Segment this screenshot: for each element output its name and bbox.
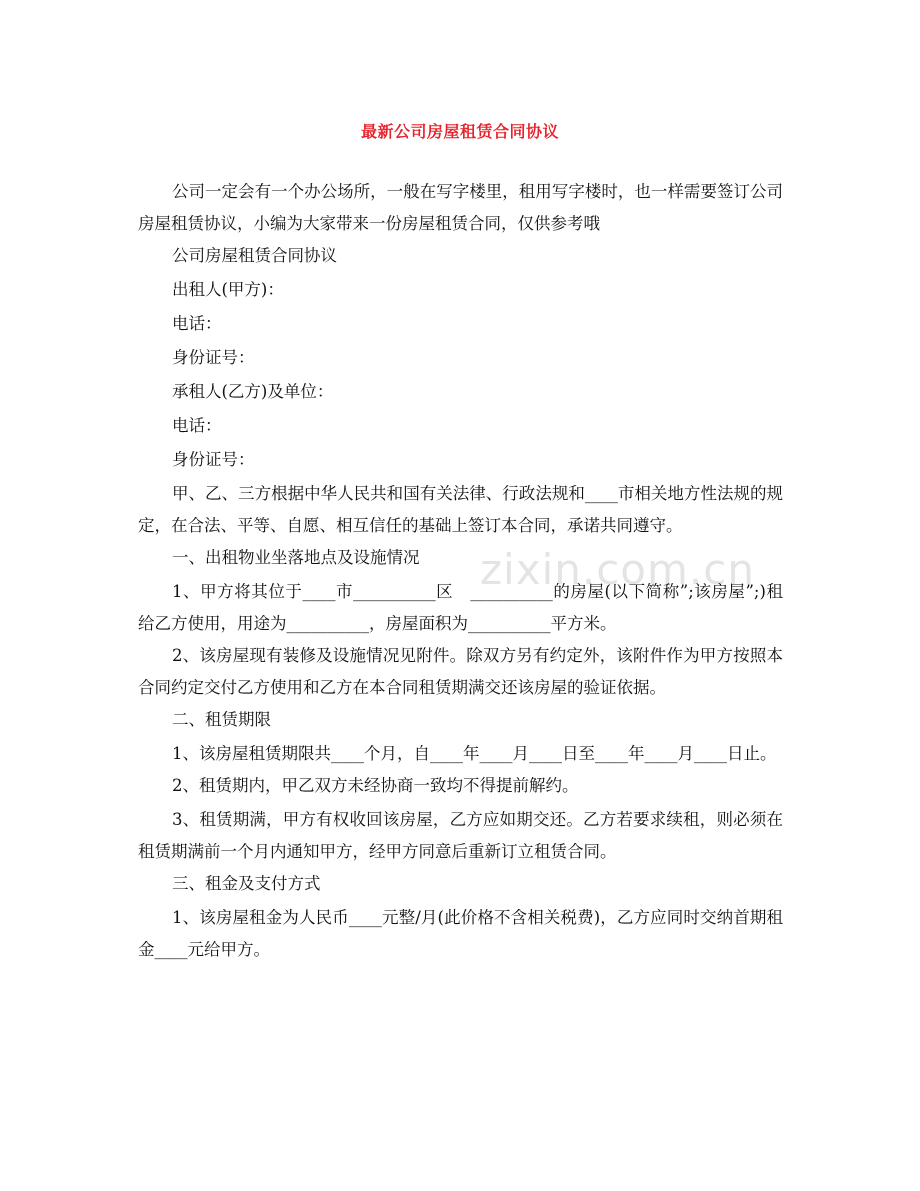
section-2-clause-3: 3、租赁期满，甲方有权收回该房屋，乙方应如期交还。乙方若要求续租，则必须在租赁期满前一个月内通知甲方，经甲方同意后重新订立租赁合同。	[138, 810, 783, 861]
document-body	[138, 176, 783, 966]
section-2-heading: 二、租赁期限	[172, 710, 271, 729]
contract-heading: 公司房屋租赁合同协议	[172, 246, 337, 265]
lessee-id-line: 身份证号：	[172, 450, 255, 469]
lessor-line: 出租人(甲方)：	[172, 280, 284, 299]
section-3-heading: 三、租金及支付方式	[172, 874, 321, 893]
lessee-phone-line: 电话：	[172, 416, 222, 435]
lessee-line: 承租人(乙方)及单位：	[172, 382, 334, 401]
lessor-phone-line: 电话：	[172, 314, 222, 333]
section-3-clause-1: 1、该房屋租金为人民币____元整/月(此价格不含相关税费)，乙方应同时交纳首期租金____元给甲方。	[138, 908, 783, 959]
section-1-clause-2: 2、该房屋现有装修及设施情况见附件。除双方另有约定外，该附件作为甲方按照本合同约定交付乙方使用和乙方在本合同租赁期满交还该房屋的验证依据。	[138, 646, 783, 697]
document-title: 最新公司房屋租赁合同协议	[360, 122, 559, 141]
intro-paragraph: 公司一定会有一个办公场所，一般在写字楼里，租用写字楼时，也一样需要签订公司房屋租赁协议，小编为大家带来一份房屋租赁合同，仅供参考哦	[138, 182, 783, 233]
section-2-clause-1: 1、该房屋租赁期限共____个月，自____年____月____日至____年____月____日止。	[172, 744, 777, 763]
section-1-clause-1: 1、甲方将其位于____市__________区 __________的房屋(以下简称”;该房屋”;)租给乙方使用，用途为__________，房屋面积为__________平方米。	[138, 582, 783, 633]
section-2-clause-2: 2、租赁期内，甲乙双方未经协商一致均不得提前解约。	[172, 776, 579, 795]
section-1-heading: 一、出租物业坐落地点及设施情况	[172, 548, 420, 567]
preamble-paragraph: 甲、乙、三方根据中华人民共和国有关法律、行政法规和____市相关地方性法规的规定，在合法、平等、自愿、相互信任的基础上签订本合同，承诺共同遵守。	[138, 484, 783, 535]
lessor-id-line: 身份证号：	[172, 348, 255, 367]
watermark: zixin.com.cn	[480, 545, 755, 594]
